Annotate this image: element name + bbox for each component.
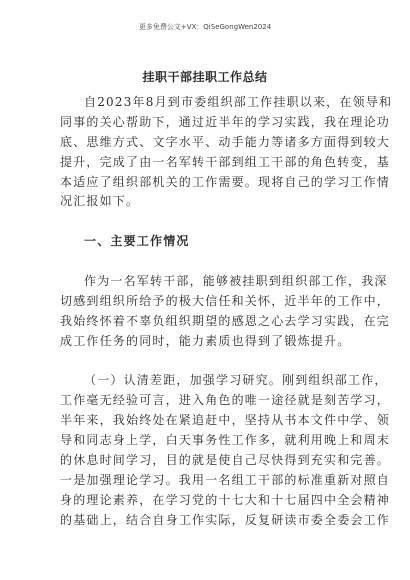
paragraph-line: （一）认清差距，加强学习研究。刚到组织部工作，: [84, 373, 388, 388]
paragraph-line: 的基础上，结合自身工作实际，反复研读市委全委会工作: [60, 512, 391, 527]
paragraph-line: 同事的关心帮助下，通过近半年的学习实践，我在理论功: [60, 114, 391, 129]
paragraph-line: 切感到组织所给予的极大信任和关怀，近半年的工作中，: [60, 293, 391, 308]
paragraph-line: 成工作任务的同时，能力素质也得到了锻炼提升。: [60, 333, 351, 348]
body-paragraph: [60, 272, 391, 352]
paragraph-line: 一是加强理论学习。我用一名组工干部的标准重新对照自: [60, 472, 391, 487]
document-body: [60, 93, 393, 531]
paragraph-line: 本适应了组织部机关的工作需要。现将自己的学习工作情: [60, 174, 391, 189]
document-title: 挂职干部挂职工作总结: [142, 70, 268, 84]
body-paragraph: [60, 371, 391, 530]
paragraph-line: 导和同志身上学，白天事务性工作多，就利用晚上和周末: [60, 433, 391, 448]
page-header-note: 更多免费公文+VX：QiSeGongWen2024: [138, 23, 272, 31]
paragraph-line: 底、思维方式、文字水平、动手能力等诸多方面得到较大: [60, 134, 391, 149]
paragraph-line: 提升，完成了由一名军转干部到组工干部的角色转变，基: [60, 154, 391, 169]
paragraph-line: 我始终怀着不辜负组织期望的感恩之心去学习实践，在完: [60, 313, 391, 328]
paragraph-line: 作为一名军转干部，能够被挂职到组织部工作，我深: [84, 274, 388, 289]
paragraph-line: 自2023年8月到市委组织部工作挂职以来，在领导和: [84, 95, 393, 109]
paragraph-line: 半年来，我始终处在紧追赶中，坚持从书本文件中学、领: [60, 413, 391, 428]
paragraph-line: 工作毫无经验可言，进入角色的唯一途径就是刻苦学习，: [60, 393, 391, 408]
section-heading: 一、主要工作情况: [84, 234, 190, 249]
paragraph-line: 况汇报如下。: [60, 194, 140, 209]
paragraph-line: 身的理论素养，在学习党的十七大和十七届四中全会精神: [60, 492, 391, 507]
paragraph-line: 的休息时间学习，目的就是使自己尽快得到充实和完善。: [60, 453, 391, 468]
intro-paragraph: [60, 93, 393, 212]
